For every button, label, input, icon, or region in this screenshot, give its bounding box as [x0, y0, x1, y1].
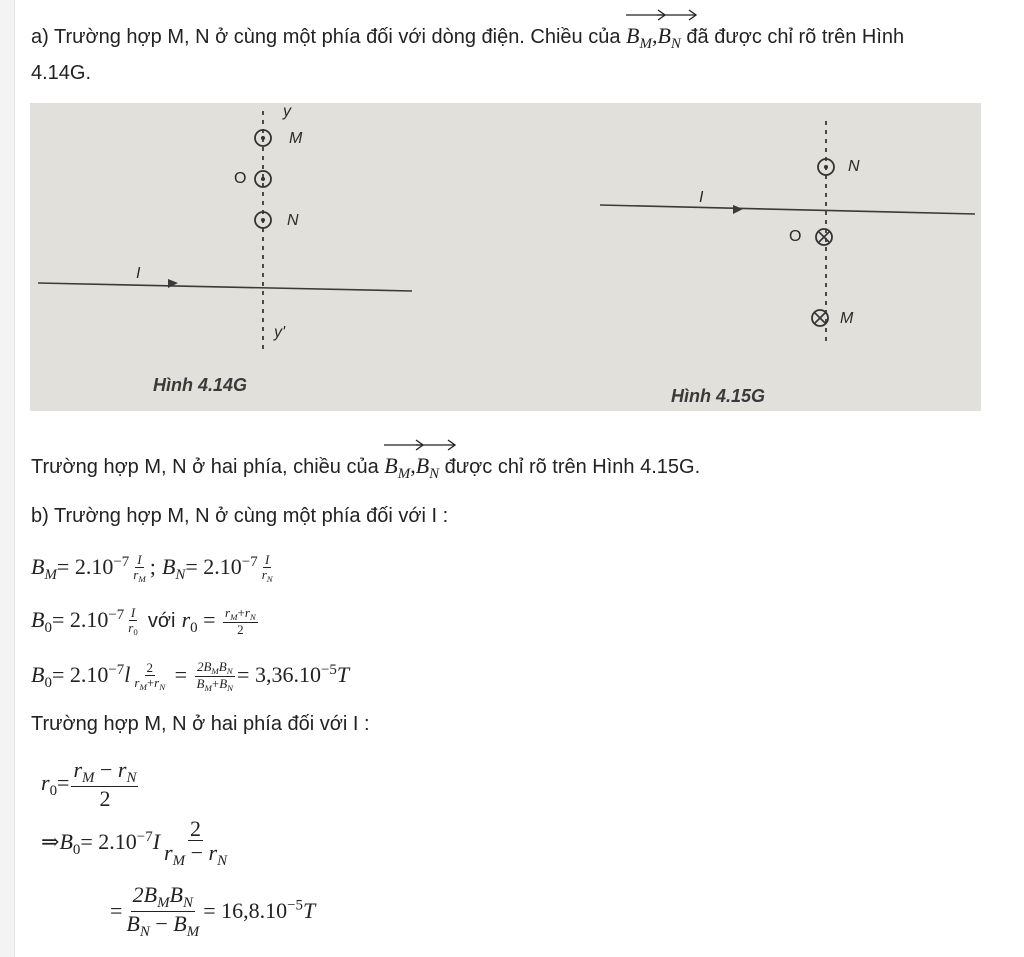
- label-y: y: [283, 103, 291, 120]
- paragraph-a-line2: 4.14G.: [31, 62, 92, 84]
- label-n-left: N: [287, 212, 299, 229]
- label-i-left: I: [136, 265, 141, 282]
- label-o-right: O: [789, 228, 802, 245]
- equation-bm-bn: $B_M= 2.10^{-7}$ $\frac{I}{r_M}$ ; $B_N= 2.10^{-7}$ $\frac{I}{r_N}$: [31, 552, 273, 584]
- caption-4-15g: Hình 4.15G: [671, 386, 766, 406]
- wire-right: [600, 205, 975, 214]
- label-m-left: M: [289, 130, 303, 147]
- magnetic-field-diagram: [30, 103, 981, 411]
- equation-b0-result-two-sides: = $\frac{2B_MB_N}{B_N - B_M}$ = $16,8.10^{-5}T$: [110, 882, 316, 941]
- current-arrow-right: [733, 205, 743, 214]
- wire-left: [38, 283, 412, 291]
- figure-4-14g-4-15g: [30, 103, 981, 411]
- equation-b0-result: $B_0= 2.10^{-7}l$ $\frac{2}{r_M+r_N}$ = $\frac{2B_MB_N}{B_M+B_N}$ = $3,36.10^{-5}T$: [31, 658, 350, 693]
- vector-bm-bn: $B_M$, $B_N$: [626, 23, 686, 48]
- label-n-right: N: [848, 158, 860, 175]
- caption-4-14g: Hình 4.14G: [153, 375, 248, 395]
- paragraph-b: b) Trường hợp M, N ở cùng một phía đối với I :: [31, 505, 449, 527]
- label-i-right: I: [699, 189, 704, 206]
- equation-b0-two-sides: $\Rightarrow B_0= 2.10^{-7}I$ $\frac{2}{r_M - r_N}$: [41, 816, 228, 869]
- paragraph-a: a) Trường hợp M, N ở cùng một phía đối với dòng điện. Chiều của $B_M$, $B_N$ đã được chỉ rõ trên Hình: [31, 22, 904, 58]
- paragraph-two-sides: Trường hợp M, N ở hai phía, chiều của $B_M$, $B_N$ được chỉ rõ trên Hình 4.15G.: [31, 452, 700, 488]
- equation-r0: $r_0=$ $\frac{r_M - r_N}{2}$: [41, 757, 137, 812]
- left-gutter: [0, 0, 15, 957]
- equation-b0: $B_0= 2.10^{-7}$ $\frac{I}{r_0}$ với $r_0$ = $\frac{r_M+r_N}{2}$: [31, 605, 256, 638]
- label-m-right: M: [840, 310, 854, 327]
- label-o-left: O: [234, 170, 247, 187]
- paragraph-two-sides-i: Trường hợp M, N ở hai phía đối với I :: [31, 713, 370, 735]
- label-y-prime: y': [274, 324, 286, 341]
